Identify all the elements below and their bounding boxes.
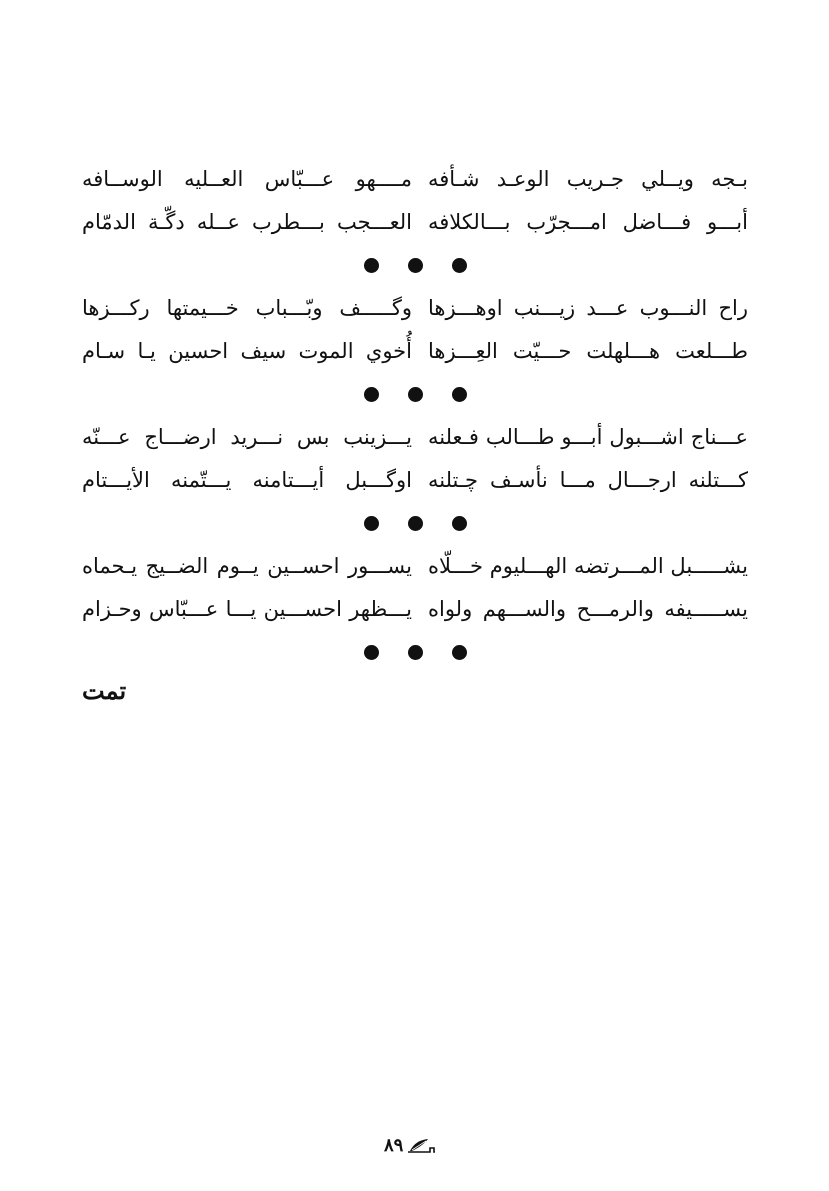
verse-right-hemistich: بـجه ويــلي جـريب الوعـد شـأفه	[428, 167, 748, 191]
stanza	[82, 158, 748, 244]
stanza	[82, 545, 748, 631]
separator-dot-icon	[452, 258, 467, 273]
separator-dot-icon	[364, 516, 379, 531]
verse-left-hemistich: يـــظهر احســـين يـــا عـــبّاس وحـزام	[82, 597, 412, 621]
stanza-separator	[82, 631, 748, 674]
separator-dot-icon	[408, 387, 423, 402]
verse-right-hemistich: راح النـــوب عـــد زيـــنب اوهـــزها	[428, 296, 748, 320]
stanza-separator	[82, 373, 748, 416]
verse-left-hemistich: وگـــــف وبّـــباب خـــيمتها ركـــزها	[82, 296, 412, 320]
verse	[82, 201, 748, 244]
separator-dot-icon	[452, 516, 467, 531]
verse-right-hemistich: أبـــو فـــاضل امـــجرّب بـــالكلافه	[428, 210, 748, 234]
verse	[82, 416, 748, 459]
ending-mark: تمت	[82, 676, 127, 705]
stanza-separator	[82, 502, 748, 545]
verse-left-hemistich: أُخوي الموت سيف احسين يـا سـام	[82, 339, 412, 363]
pen-icon	[406, 1137, 436, 1155]
separator-dot-icon	[408, 645, 423, 660]
verse	[82, 158, 748, 201]
verse-right-hemistich: يســـــيفه والرمـــح والســـهم ولواه	[428, 597, 748, 621]
verse	[82, 287, 748, 330]
page-number	[384, 1134, 454, 1158]
verse-right-hemistich: عـــناج اشـــبول أبـــو طـــالب فـعلنه	[428, 425, 748, 449]
verse-right-hemistich: يشـــــبل المـــرتضه الهـــليوم خـــلّاه	[428, 554, 748, 578]
verse-left-hemistich: يســـور احســين يــوم الضــيج يـحماه	[82, 554, 412, 578]
verse	[82, 588, 748, 631]
separator-dot-icon	[364, 645, 379, 660]
verse-left-hemistich: اوگـــبل أيـــتامنه يـــتّمنه الأيـــتام	[82, 468, 412, 492]
separator-dot-icon	[452, 387, 467, 402]
separator-dot-icon	[452, 645, 467, 660]
separator-dot-icon	[408, 258, 423, 273]
verse-right-hemistich: طـــلعت هـــلهلت حـــيّت العِـــزها	[428, 339, 748, 363]
verse-left-hemistich: مــــهو عـــبّاس العــليه الوســافه	[82, 167, 412, 191]
verse	[82, 330, 748, 373]
stanza	[82, 416, 748, 502]
separator-dot-icon	[364, 258, 379, 273]
verse-right-hemistich: كـــتلنه ارجـــال مـــا نأسـف چـتلنه	[428, 468, 748, 492]
separator-dot-icon	[364, 387, 379, 402]
separator-dot-icon	[408, 516, 423, 531]
stanza-separator	[82, 244, 748, 287]
page-number-text: ٨٩	[384, 1135, 404, 1156]
poem	[82, 158, 748, 674]
verse-left-hemistich: العـــجب بـــطرب عــله دگّـة الدمّام	[82, 210, 412, 234]
stanza	[82, 287, 748, 373]
verse-left-hemistich: يـــزينب بس نـــريد ارضـــاج عـــنّه	[82, 425, 412, 449]
verse	[82, 459, 748, 502]
verse	[82, 545, 748, 588]
